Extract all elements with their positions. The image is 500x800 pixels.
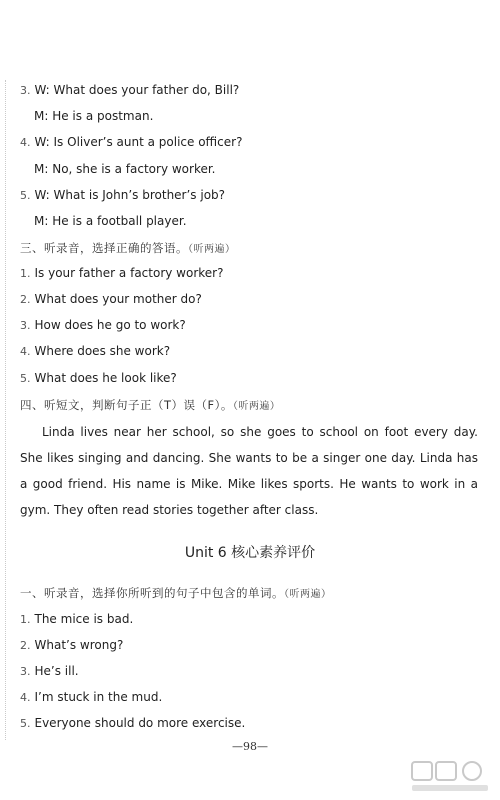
section-3-item-3: 3. How does he go to work? bbox=[20, 318, 186, 332]
dialog-3-w: 3. W: What does your father do, Bill? bbox=[20, 83, 240, 97]
unit-title: Unit 6 核心素养评价 bbox=[184, 545, 316, 561]
dialog-3-m: M: He is a postman. bbox=[34, 109, 154, 123]
unit6-item-5: 5. Everyone should do more exercise. bbox=[20, 716, 246, 730]
section-3-item-4: 4. Where does she work? bbox=[20, 344, 171, 358]
unit6-item-4: 4. I’m stuck in the mud. bbox=[20, 690, 163, 704]
section-3-item-1: 1. Is your father a factory worker? bbox=[20, 266, 224, 280]
watermark-logo-icon bbox=[410, 760, 490, 794]
section-4-paragraph: Linda lives near her school, so she goes to school on foot every day. She likes singing and dancing. She wants to be a singer one day. Linda has a good friend. His name is Mike. Mike likes sports. He wants to work in a gym. They often read stories together after class. bbox=[20, 425, 478, 517]
unit6-section-1-heading: 一、听录音，选择你所听到的句子中包含的单词。（听两遍） bbox=[20, 586, 332, 600]
section-3-item-5: 5. What does he look like? bbox=[20, 371, 177, 385]
unit6-item-2: 2. What’s wrong? bbox=[20, 638, 124, 652]
binding-dotted-line bbox=[5, 80, 7, 740]
section-4-heading: 四、听短文，判断句子正（T）误（F）。（听两遍） bbox=[20, 398, 281, 412]
section-3-item-2: 2. What does your mother do? bbox=[20, 292, 202, 306]
section-3-heading: 三、听录音，选择正确的答语。（听两遍） bbox=[20, 241, 236, 255]
dialog-5-m: M: He is a football player. bbox=[34, 214, 187, 228]
unit6-item-3: 3. He’s ill. bbox=[20, 664, 79, 678]
dialog-4-m: M: No, she is a factory worker. bbox=[34, 162, 216, 176]
dialog-4-w: 4. W: Is Oliver’s aunt a police officer? bbox=[20, 135, 243, 149]
dialog-5-w: 5. W: What is John’s brother’s job? bbox=[20, 188, 226, 202]
page-number: —98— bbox=[232, 740, 268, 753]
unit6-item-1: 1. The mice is bad. bbox=[20, 612, 134, 626]
